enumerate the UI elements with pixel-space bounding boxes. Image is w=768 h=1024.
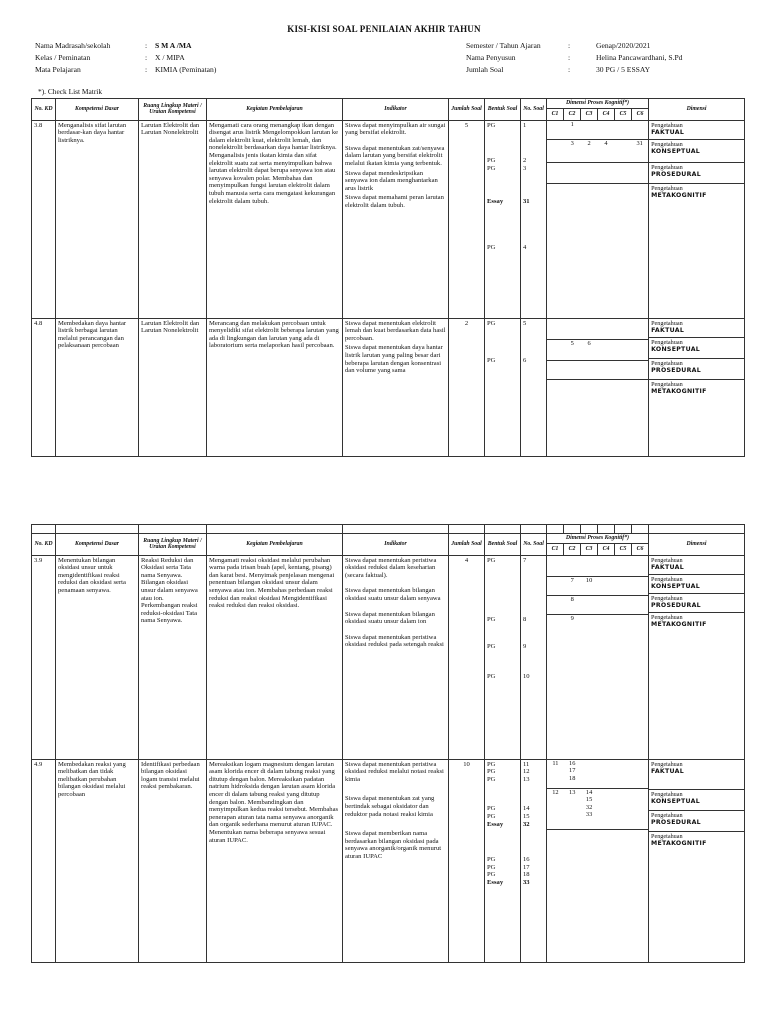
bentuk-item: PG (487, 121, 496, 129)
header-no-soal: No. Soal (521, 534, 547, 556)
header-c3: C3 (581, 108, 598, 120)
indikator-cell (343, 120, 449, 318)
no-soal-item: 15 (523, 812, 530, 820)
cognitive-grid (547, 555, 649, 759)
meta-right: Semester / Tahun Ajaran : Genap/2020/2021 Nama Penyusun : Helina Pancawardhani, S.Pd Jumlah Soal : 30 PG / 5 ESSAY (466, 41, 683, 74)
c-value (581, 596, 598, 614)
c-value: 16 17 18 (569, 759, 576, 782)
no-soal-item: 6 (523, 357, 527, 365)
kd-number: 4.8 (32, 318, 56, 456)
meta-value: S M A /MA (155, 41, 192, 50)
bentuk-item: PG (487, 243, 496, 251)
header-c3: C3 (581, 543, 598, 555)
c-value (547, 140, 564, 162)
c-value: 4 (604, 139, 608, 147)
header-bentuk-soal: Bentuk Soal (485, 99, 521, 121)
c-value: 31 (636, 139, 643, 147)
no-soal-item: 16 (523, 856, 530, 864)
kisi-table-1 (31, 98, 745, 457)
c-value: 2 (587, 139, 591, 147)
header-ruang-lingkup: Ruang Lingkup Materi / Uraian Kompetensi (139, 534, 207, 556)
kisi-table-2 (31, 524, 745, 963)
no-soal-cell (521, 555, 547, 759)
meta-value: Helina Pancawardhani, S.Pd (596, 53, 683, 62)
header-c4: C4 (598, 108, 615, 120)
meta-label: Nama Madrasah/sekolah (35, 41, 111, 50)
kegiatan-cell: Merancang dan melakukan percobaan untuk menyelidiki sifat elektrolit beberapa larutan yang ada di lingkungan dan larutan yang ada di laboratorium serta melaporkan hasil percobaan. (207, 318, 343, 456)
no-soal-item: 4 (523, 243, 527, 251)
bentuk-item: PG (487, 805, 496, 813)
header-jumlah-soal: Jumlah Soal (449, 99, 485, 121)
header-c6: C6 (632, 543, 649, 555)
kegiatan-cell: Mereaksikan logam magnesium dengan larutan asam klorida encer di dalam tabung reaksi yang ditutup dengan balon. Mereaksikan padatan natrium hidroksida dengan larutan asam klorida encer di dalam tabung reaksi yang ditutup dengan balon. Membandingkan dan menyimpulkan kedua reaksi tersebut. Membahas penerapan aturan tata nama senyawa anorganik dan organik sederhana menurut aturan IUPAC. Menentukan nama beberapa senyawa sesuai aturan IUPAC. (207, 759, 343, 962)
header-no-soal: No. Soal (521, 99, 547, 121)
no-soal-item: 17 (523, 863, 530, 871)
header-kompetensi: Kompetensi Dasar (56, 534, 139, 556)
header-kegiatan: Kegiatan Pembelajaran (207, 99, 343, 121)
header-dimensi-proses: Dimensi Proses Kognitif*) (547, 534, 649, 544)
no-soal-item: 2 (523, 157, 527, 165)
meta-label: Mata Pelajaran (35, 65, 81, 74)
bentuk-item: PG (487, 768, 496, 776)
meta-left: Nama Madrasah/sekolah : S M A /MA Kelas / Peminatan : X / MIPA Mata Pelajaran : KIMIA (Peminatan) (35, 41, 217, 74)
check-list-note: *). Check List Matrik (38, 87, 103, 96)
c-value: 10 (585, 576, 593, 584)
c-value: 1 (570, 120, 574, 128)
kompetensi-cell: Membedakan reaksi yang melibatkan dan tidak melibatkan perubahan bilangan oksidasi melalui percobaan (56, 759, 139, 962)
bentuk-cell (485, 555, 521, 759)
indikator-item: Siswa dapat menentukan bilangan oksidasi suatu unsur dalam ion (345, 610, 435, 626)
bentuk-item: PG (487, 616, 496, 624)
no-soal-item: 9 (523, 642, 527, 650)
dimensi-cell: Pengetahuan FAKTUAL Pengetahuan KONSEPTUAL Pengetahuan PROSEDURAL Pengetahuan METAKOGNITIF (649, 318, 745, 456)
ruang-cell: Identifikasi perbedaan bilangan oksidasi logam transisi melalui reaksi pembakaran. (139, 759, 207, 962)
indikator-item: Siswa dapat menentukan zat yang bertindak sebagai oksidator dan reduktor pada notasi reaksi kimia (345, 795, 435, 818)
c-value (547, 121, 564, 139)
c-value: 9 (570, 614, 574, 622)
c-value (631, 615, 648, 759)
c-value (547, 615, 564, 759)
c-value (614, 340, 631, 360)
c-value (631, 121, 648, 139)
bentuk-item: PG (487, 319, 496, 327)
header-jumlah-soal: Jumlah Soal (449, 534, 485, 556)
no-soal-item: 3 (523, 164, 527, 172)
header-kegiatan: Kegiatan Pembelajaran (207, 534, 343, 556)
ruang-cell: Reaksi Reduksi dan Oksidasi serta Tata nama Senyawa. Bilangan oksidasi unsur dalam senyawa atau ion. Perkembangan reaksi reduksi-oksidasi Tata nama Senyawa. (139, 555, 207, 759)
header-indikator: Indikator (343, 99, 449, 121)
no-soal-item: 14 (523, 805, 530, 813)
indikator-item: Siswa dapat menentukan bilangan oksidasi suatu unsur dalam senyawa (345, 587, 441, 602)
meta-label: Semester / Tahun Ajaran (466, 41, 541, 50)
bentuk-item: PG (487, 642, 496, 650)
bentuk-item: PG (487, 157, 496, 165)
kompetensi-cell: Membedakan daya hantar listrik berbagai larutan melalui perancangan dan pelaksanaan percobaan (56, 318, 139, 456)
no-soal-item: 33 (523, 878, 530, 886)
no-soal-cell (521, 318, 547, 456)
c-value (598, 121, 615, 139)
header-c1: C1 (547, 543, 564, 555)
bentuk-item: PG (487, 673, 496, 681)
jumlah-soal-cell: 5 (449, 120, 485, 318)
bentuk-item: Essay (487, 878, 504, 886)
bentuk-item: PG (487, 812, 496, 820)
kd-number: 3.8 (32, 120, 56, 318)
meta-label: Jumlah Soal (466, 65, 504, 74)
header-dimensi: Dimensi (649, 99, 745, 121)
no-soal-cell (521, 120, 547, 318)
no-soal-item: 32 (523, 820, 530, 828)
no-soal-item: 1 (523, 121, 527, 129)
c-value (614, 140, 631, 162)
table-row (32, 120, 745, 318)
indikator-item: Siswa dapat menentukan zat/senyawa dalam larutan yang bersifat elektrolit melalui ikatan kimia yang terbentuk. (345, 144, 445, 167)
no-soal-item: 31 (523, 198, 530, 206)
header-c1: C1 (547, 108, 564, 120)
header-c6: C6 (632, 108, 649, 120)
bentuk-item: Essay (487, 198, 504, 206)
c-value (614, 596, 631, 614)
c-value: 3 (570, 139, 574, 147)
kd-number: 3.9 (32, 555, 56, 759)
indikator-item: Siswa dapat menyimpulkan air sungai yang bersifat elektrolit. (345, 121, 446, 137)
bentuk-item: Essay (487, 820, 504, 828)
no-soal-item: 11 (523, 760, 530, 768)
c-value (598, 340, 615, 360)
bentuk-item: PG (487, 856, 496, 864)
indikator-item: Siswa dapat menentukan elektrolit lemah dan kuat berdasarkan data hasil percobaan. (345, 319, 446, 342)
c-value: 13 (569, 788, 576, 796)
ruang-cell: Larutan Elektrolit dan Larutan Nonelektrolit (139, 120, 207, 318)
indikator-item: Siswa dapat mendeskripsikan senyawa ion dalam menghantarkan arus listrik (345, 169, 438, 192)
c-value: 5 (570, 339, 574, 347)
c-value: 14 15 32 33 (585, 788, 593, 819)
c-value (614, 121, 631, 139)
ruang-cell: Larutan Elektrolit dan Larutan Nonelektrolit (139, 318, 207, 456)
kompetensi-cell: Menentukan bilangan oksidasi unsur untuk mengidentifikasi reaksi reduksi dan oksidasi serta penamaan senyawa. (56, 555, 139, 759)
indikator-cell (343, 555, 449, 759)
table-row (32, 555, 745, 759)
c-value (631, 577, 648, 595)
bentuk-item: PG (487, 357, 496, 365)
table-row (32, 318, 745, 456)
c-value (614, 615, 631, 759)
no-soal-item: 12 (523, 768, 530, 776)
header-bentuk-soal: Bentuk Soal (485, 534, 521, 556)
header-ruang-lingkup: Ruang Lingkup Materi / Uraian Kompetensi (139, 99, 207, 121)
kd-number: 4.9 (32, 759, 56, 962)
bentuk-item: PG (487, 760, 496, 768)
c-value (547, 596, 564, 614)
header-indikator: Indikator (343, 534, 449, 556)
indikator-item: Siswa dapat menentukan daya hantar listrik larutan yang paling besar dari beberapa larutan dengan konsentrasi dan volume yang sama (345, 344, 443, 375)
header-no-kd: No. KD (32, 99, 56, 121)
meta-value: 30 PG / 5 ESSAY (596, 65, 651, 74)
indikator-item: Siswa dapat menentukan peristiwa oksidasi reduksi melalui notasi reaksi kimia (345, 760, 444, 783)
jumlah-soal-cell: 2 (449, 318, 485, 456)
c-value (631, 340, 648, 360)
cognitive-grid (547, 120, 649, 318)
c-value: 12 (552, 788, 559, 796)
header-c2: C2 (564, 108, 581, 120)
no-soal-cell (521, 759, 547, 962)
jumlah-soal-cell: 4 (449, 555, 485, 759)
cognitive-grid (547, 759, 649, 962)
meta-value: KIMIA (Peminatan) (155, 65, 217, 74)
no-soal-item: 10 (523, 673, 530, 681)
bentuk-item: PG (487, 775, 496, 783)
document-title: KISI-KISI SOAL PENILAIAN AKHIR TAHUN (287, 24, 481, 34)
bentuk-item: PG (487, 863, 496, 871)
cognitive-grid (547, 318, 649, 456)
no-soal-item: 7 (523, 556, 527, 564)
header-dimensi: Dimensi (649, 534, 745, 556)
header-dimensi-proses: Dimensi Proses Kognitif*) (547, 99, 649, 109)
kegiatan-cell: Mengamati reaksi oksidasi melalui perubahan warna pada irisan buah (apel, kentang, pisang) dan karat besi. Menyimak penjelasan mengenai penentuan bilangan oksidasi unsur dalam senyawa atau ion. Membahas perbedaan reaksi reduksi dan reaksi oksidasi Mengidentifikasi reaksi reduksi dan reaksi oksidasi. (207, 555, 343, 759)
kompetensi-cell: Menganalisis sifat larutan berdasar-kan daya hantar listriknya. (56, 120, 139, 318)
c-value (581, 121, 598, 139)
meta-label: Nama Penyusun (466, 53, 516, 62)
c-value (631, 596, 648, 614)
jumlah-soal-cell: 10 (449, 759, 485, 962)
no-soal-item: 5 (523, 319, 527, 327)
meta-label: Kelas / Peminatan (35, 53, 91, 62)
meta-value: X / MIPA (155, 53, 185, 62)
c-value (547, 577, 564, 595)
c-value (597, 615, 614, 759)
indikator-cell (343, 759, 449, 962)
bentuk-item: PG (487, 871, 496, 879)
c-value (597, 577, 614, 595)
bentuk-item: PG (487, 556, 496, 564)
no-soal-item: 8 (523, 616, 527, 624)
header-c5: C5 (615, 543, 632, 555)
table-row (32, 759, 745, 962)
header-kompetensi: Kompetensi Dasar (56, 99, 139, 121)
c-value: 7 (570, 576, 574, 584)
kegiatan-cell: Mengamati cara orang menangkap ikan dengan disengat arus listrik Mengelompokkan larutan ke dalam elektrolit kuat, elektrolit lemah, dan nonelektrolit berdasarkan daya hantar listriknya. Menganalisis jenis ikatan kimia dan sifat elektrolit suatu zat serta menyimpulkan bahwa larutan elektrolit dapat berupa senyawa ion atau senyawa kovalen polar. Membahas dan menyimpulkan fungsi larutan elektrolit dalam tubuh manusia serta cara mengatasi kekurangan elektrolit dalam tubuh. (207, 120, 343, 318)
indikator-cell (343, 318, 449, 456)
bentuk-item: PG (487, 164, 496, 172)
header-c4: C4 (598, 543, 615, 555)
indikator-item: Siswa dapat memahami peran larutan elektrolit dalam tubuh. (345, 194, 444, 209)
no-soal-item: 18 (523, 871, 530, 879)
indikator-item: Siswa dapat menentukan peristiwa oksidasi reduksi dalam keseharian (secara faktual). (345, 556, 437, 579)
bentuk-cell (485, 120, 521, 318)
header-no-kd: No. KD (32, 534, 56, 556)
c-value: 11 (552, 759, 559, 767)
dimensi-cell: Pengetahuan FAKTUAL Pengetahuan KONSEPTUAL Pengetahuan PROSEDURAL Pengetahuan METAKOGNITIF (649, 555, 745, 759)
header-c2: C2 (564, 543, 581, 555)
c-value (581, 615, 598, 759)
c-value: 6 (587, 339, 591, 347)
c-value (597, 596, 614, 614)
bentuk-cell (485, 759, 521, 962)
bentuk-cell (485, 318, 521, 456)
header-c5: C5 (615, 108, 632, 120)
dimensi-cell: Pengetahuan FAKTUAL Pengetahuan KONSEPTUAL Pengetahuan PROSEDURAL Pengetahuan METAKOGNITIF (649, 120, 745, 318)
dimensi-cell: Pengetahuan FAKTUAL Pengetahuan KONSEPTUAL Pengetahuan PROSEDURAL Pengetahuan METAKOGNITIF (649, 759, 745, 962)
indikator-item: Siswa dapat memberikan nama berdasarkan bilangan oksidasi pada senyawa anorganik/organik menurut aturan IUPAC (345, 830, 442, 860)
no-soal-item: 13 (523, 775, 530, 783)
indikator-item: Siswa dapat menentukan peristiwa oksidasi reduksi pada setengah reaksi (345, 633, 444, 649)
c-value: 8 (570, 595, 574, 603)
c-value (547, 340, 564, 360)
meta-value: Genap/2020/2021 (596, 41, 651, 50)
c-value (614, 577, 631, 595)
